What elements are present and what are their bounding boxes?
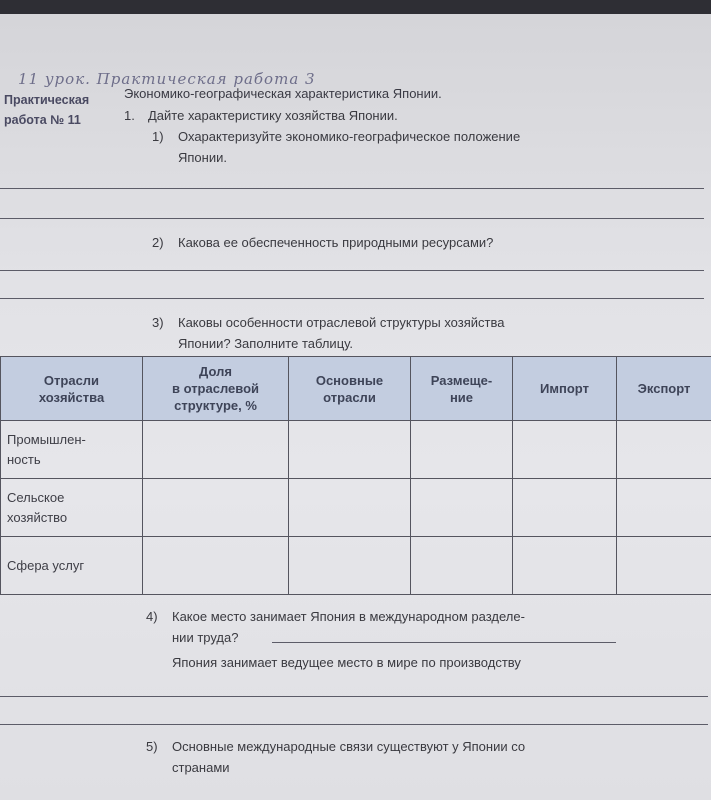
question-4-continuation: Япония занимает ведущее место в мире по производству bbox=[172, 655, 521, 670]
table-cell[interactable] bbox=[289, 421, 411, 479]
answer-line[interactable] bbox=[272, 642, 616, 643]
header-import: Импорт bbox=[513, 357, 617, 421]
answer-line[interactable] bbox=[0, 188, 704, 189]
practical-work-label: Практическая работа № 11 bbox=[4, 93, 90, 127]
row-label-industry: Промышлен- ность bbox=[1, 421, 143, 479]
answer-line[interactable] bbox=[0, 298, 704, 299]
table-cell[interactable] bbox=[411, 479, 513, 537]
answer-line[interactable] bbox=[0, 696, 708, 697]
table-cell[interactable] bbox=[411, 537, 513, 595]
table-row bbox=[1, 537, 711, 595]
table-cell[interactable] bbox=[143, 479, 289, 537]
question-2: 2) Какова ее обеспеченность природными ресурсами? bbox=[152, 235, 494, 250]
row-label-services: Сфера услуг bbox=[1, 537, 143, 595]
header-location: Размеще- ние bbox=[411, 357, 513, 421]
table-cell[interactable] bbox=[289, 537, 411, 595]
handwritten-note: 11 урок. Практическая работа 3 bbox=[18, 70, 316, 88]
header-share: Доля в отраслевой структуре, % bbox=[143, 357, 289, 421]
question-5: 5) Основные международные связи существуют у Японии со странами bbox=[146, 739, 526, 775]
answer-line[interactable] bbox=[0, 270, 704, 271]
table-cell[interactable] bbox=[143, 421, 289, 479]
table-cell[interactable] bbox=[289, 479, 411, 537]
table-header-row bbox=[1, 357, 711, 421]
header-main-branches: Основные отрасли bbox=[289, 357, 411, 421]
row-label-agriculture: Сельское хозяйство bbox=[1, 479, 143, 537]
question-3: 3) Каковы особенности отраслевой структуры хозяйства Японии? Заполните таблицу. bbox=[152, 315, 505, 351]
answer-line[interactable] bbox=[0, 724, 708, 725]
table-cell[interactable] bbox=[411, 421, 513, 479]
top-dark-edge bbox=[0, 0, 711, 14]
table-cell[interactable] bbox=[617, 421, 711, 479]
question-1: 1) Охарактеризуйте экономико-географическое положение Японии. bbox=[152, 129, 521, 165]
table-cell[interactable] bbox=[513, 537, 617, 595]
worksheet-title: Экономико-географическая характеристика Японии. bbox=[124, 86, 442, 101]
header-export: Экспорт bbox=[617, 357, 711, 421]
answer-line[interactable] bbox=[0, 218, 704, 219]
header-sectors: Отрасли хозяйства bbox=[1, 357, 143, 421]
table-cell[interactable] bbox=[513, 479, 617, 537]
economy-structure-table bbox=[0, 356, 711, 595]
question-4: 4) Какое место занимает Япония в международном разделе- нии труда? bbox=[146, 609, 525, 645]
table-row bbox=[1, 479, 711, 537]
table-cell[interactable] bbox=[143, 537, 289, 595]
table-row bbox=[1, 421, 711, 479]
table-cell[interactable] bbox=[617, 537, 711, 595]
table-cell[interactable] bbox=[513, 421, 617, 479]
table-cell[interactable] bbox=[617, 479, 711, 537]
task-1: 1. Дайте характеристику хозяйства Японии. bbox=[124, 108, 398, 123]
